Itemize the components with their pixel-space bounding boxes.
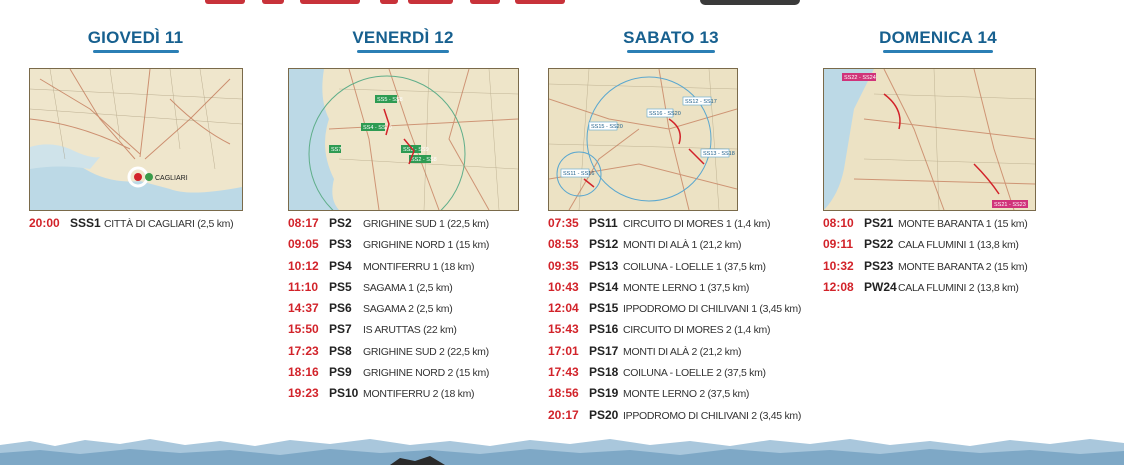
stage-name: GRIGHINE SUD 2 (22,5 km) xyxy=(363,345,489,358)
stage-row xyxy=(288,280,489,301)
stage-name: GRIGHINE SUD 1 (22,5 km) xyxy=(363,218,489,230)
stage-time: 09:35 xyxy=(548,258,579,273)
stage-name: CALA FLUMINI 2 (13,8 km) xyxy=(898,281,1019,294)
stage-name: MONTE LERNO 1 (37,5 km) xyxy=(623,281,750,294)
stage-name: MONTE BARANTA 1 (15 km) xyxy=(898,218,1028,230)
title-underline xyxy=(357,50,449,53)
map-tag: SS11 - SS16 xyxy=(563,171,595,177)
map-label-cagliari: CAGLIARI xyxy=(155,175,188,182)
stage-row xyxy=(548,237,801,258)
stage-name: MONTIFERRU 1 (18 km) xyxy=(363,260,475,273)
map-tag: SS5 - SS8 xyxy=(377,97,403,103)
stage-code: PS5 xyxy=(329,279,352,294)
stage-code: PS16 xyxy=(589,322,619,337)
stage-time: 20:17 xyxy=(548,407,579,422)
stage-name: COILUNA - LOELLE 1 (37,5 km) xyxy=(623,260,766,273)
day-column-thursday xyxy=(29,28,242,53)
stage-time: 17:43 xyxy=(548,365,579,380)
map-tag: SS12 - SS17 xyxy=(685,99,717,105)
stage-name: GRIGHINE NORD 1 (15 km) xyxy=(363,239,490,252)
stage-code: PS10 xyxy=(329,386,359,401)
stage-row xyxy=(548,280,801,301)
stage-row xyxy=(823,280,1027,301)
stage-code: PS19 xyxy=(589,386,619,401)
stage-time: 09:11 xyxy=(823,237,854,252)
stage-time: 17:23 xyxy=(288,343,319,358)
stage-name: IS ARUTTAS (22 km) xyxy=(363,324,457,337)
stage-code: SSS1 xyxy=(70,216,101,230)
top-decoration xyxy=(0,0,1124,10)
stage-time: 14:37 xyxy=(288,301,319,316)
stage-row xyxy=(288,344,489,365)
stage-row xyxy=(288,386,489,407)
title-underline xyxy=(883,50,993,53)
stage-time: 18:16 xyxy=(288,365,319,380)
stage-row xyxy=(548,365,801,386)
stage-code: PS7 xyxy=(329,322,352,337)
stage-list-thursday xyxy=(29,216,233,237)
stage-map-sunday[interactable] xyxy=(823,68,1036,211)
stage-map-friday[interactable] xyxy=(288,68,519,211)
stage-code: PS8 xyxy=(329,343,352,358)
stage-name: MONTI DI ALÀ 1 (21,2 km) xyxy=(623,239,742,252)
stage-code: PS9 xyxy=(329,365,352,380)
stage-code: PS20 xyxy=(589,407,619,422)
map-tag: SS4 - SS10 xyxy=(363,125,392,131)
stage-name: COILUNA - LOELLE 2 (37,5 km) xyxy=(623,367,766,380)
stage-row xyxy=(823,216,1027,237)
stage-name: CITTÀ DI CAGLIARI (2,5 km) xyxy=(104,218,234,230)
map-tag: SS21 - SS23 xyxy=(994,202,1026,208)
day-title: VENERDÌ 12 xyxy=(352,28,454,47)
stage-time: 17:01 xyxy=(548,343,579,358)
day-title: DOMENICA 14 xyxy=(879,28,997,47)
stage-row xyxy=(29,216,233,237)
stage-list-sunday xyxy=(823,216,1027,301)
stage-code: PS23 xyxy=(864,258,894,273)
stage-name: CIRCUITO DI MORES 1 (1,4 km) xyxy=(623,218,771,230)
stage-code: PS14 xyxy=(589,279,619,294)
stage-time: 07:35 xyxy=(548,216,579,230)
stage-list-friday xyxy=(288,216,489,408)
stage-row xyxy=(548,344,801,365)
day-column-friday xyxy=(288,28,518,53)
stage-code: PS22 xyxy=(864,237,894,252)
map-tag: SS16 - SS20 xyxy=(649,111,681,117)
stage-code: PS15 xyxy=(589,301,619,316)
stage-code: PS3 xyxy=(329,237,352,252)
title-underline xyxy=(93,50,179,53)
stage-map-saturday[interactable] xyxy=(548,68,738,211)
stage-name: GRIGHINE NORD 2 (15 km) xyxy=(363,367,490,380)
stage-name: CIRCUITO DI MORES 2 (1,4 km) xyxy=(623,324,771,337)
stage-row xyxy=(288,216,489,237)
stage-row xyxy=(288,365,489,386)
stage-name: IPPODROMO DI CHILIVANI 2 (3,45 km) xyxy=(623,409,802,422)
stage-time: 10:12 xyxy=(288,258,319,273)
stage-time: 15:50 xyxy=(288,322,319,337)
stage-row xyxy=(548,259,801,280)
stage-row xyxy=(823,259,1027,280)
stage-name: SAGAMA 1 (2,5 km) xyxy=(363,281,453,294)
day-column-saturday xyxy=(548,28,794,53)
title-underline xyxy=(627,50,715,53)
stage-row xyxy=(548,386,801,407)
stage-row xyxy=(548,216,801,237)
stage-time: 10:43 xyxy=(548,279,579,294)
stage-row xyxy=(288,237,489,258)
map-tag: SS15 - SS20 xyxy=(591,124,623,130)
stage-code: PW24 xyxy=(864,279,897,294)
map-tag: SS22 - SS24 xyxy=(844,75,876,81)
stage-code: PS11 xyxy=(589,216,618,230)
stage-code: PS12 xyxy=(589,237,619,252)
map-tag: SS7 xyxy=(331,147,342,153)
stage-name: CALA FLUMINI 1 (13,8 km) xyxy=(898,239,1019,252)
stage-name: MONTIFERRU 2 (18 km) xyxy=(363,388,475,401)
stage-time: 11:10 xyxy=(288,279,319,294)
day-title: SABATO 13 xyxy=(623,28,719,47)
stage-time: 08:17 xyxy=(288,216,319,230)
stage-row xyxy=(288,322,489,343)
stage-row xyxy=(548,322,801,343)
stage-time: 08:53 xyxy=(548,237,579,252)
stage-code: PS17 xyxy=(589,343,619,358)
stage-code: PS13 xyxy=(589,258,619,273)
stage-code: PS2 xyxy=(329,216,352,230)
stage-time: 08:10 xyxy=(823,216,854,230)
day-column-sunday xyxy=(823,28,1053,53)
stage-list-saturday xyxy=(548,216,801,429)
stage-time: 12:08 xyxy=(823,279,854,294)
stage-row xyxy=(288,301,489,322)
stage-time: 19:23 xyxy=(288,386,319,401)
stage-code: PS6 xyxy=(329,301,352,316)
bottom-decoration xyxy=(0,431,1124,465)
stage-name: SAGAMA 2 (2,5 km) xyxy=(363,303,453,316)
map-tag: SS2 - SS8 xyxy=(411,157,437,163)
stage-row xyxy=(288,259,489,280)
day-title: GIOVEDÌ 11 xyxy=(87,28,184,47)
stage-name: MONTE BARANTA 2 (15 km) xyxy=(898,260,1028,273)
map-tag: SS3 - SS9 xyxy=(403,147,429,153)
stage-code: PS21 xyxy=(864,216,894,230)
stage-row xyxy=(548,408,801,429)
stage-time: 20:00 xyxy=(29,216,60,230)
stage-time: 15:43 xyxy=(548,322,579,337)
stage-row xyxy=(548,301,801,322)
stage-time: 10:32 xyxy=(823,258,854,273)
stage-name: MONTI DI ALÀ 2 (21,2 km) xyxy=(623,345,742,358)
stage-time: 18:56 xyxy=(548,386,579,401)
stage-time: 09:05 xyxy=(288,237,319,252)
stage-code: PS4 xyxy=(329,258,352,273)
stage-code: PS18 xyxy=(589,365,619,380)
map-tag: SS13 - SS18 xyxy=(703,151,735,157)
stage-row xyxy=(823,237,1027,258)
stage-name: IPPODROMO DI CHILIVANI 1 (3,45 km) xyxy=(623,303,802,316)
stage-map-thursday[interactable] xyxy=(29,68,243,211)
stage-name: MONTE LERNO 2 (37,5 km) xyxy=(623,388,750,401)
stage-time: 12:04 xyxy=(548,301,579,316)
